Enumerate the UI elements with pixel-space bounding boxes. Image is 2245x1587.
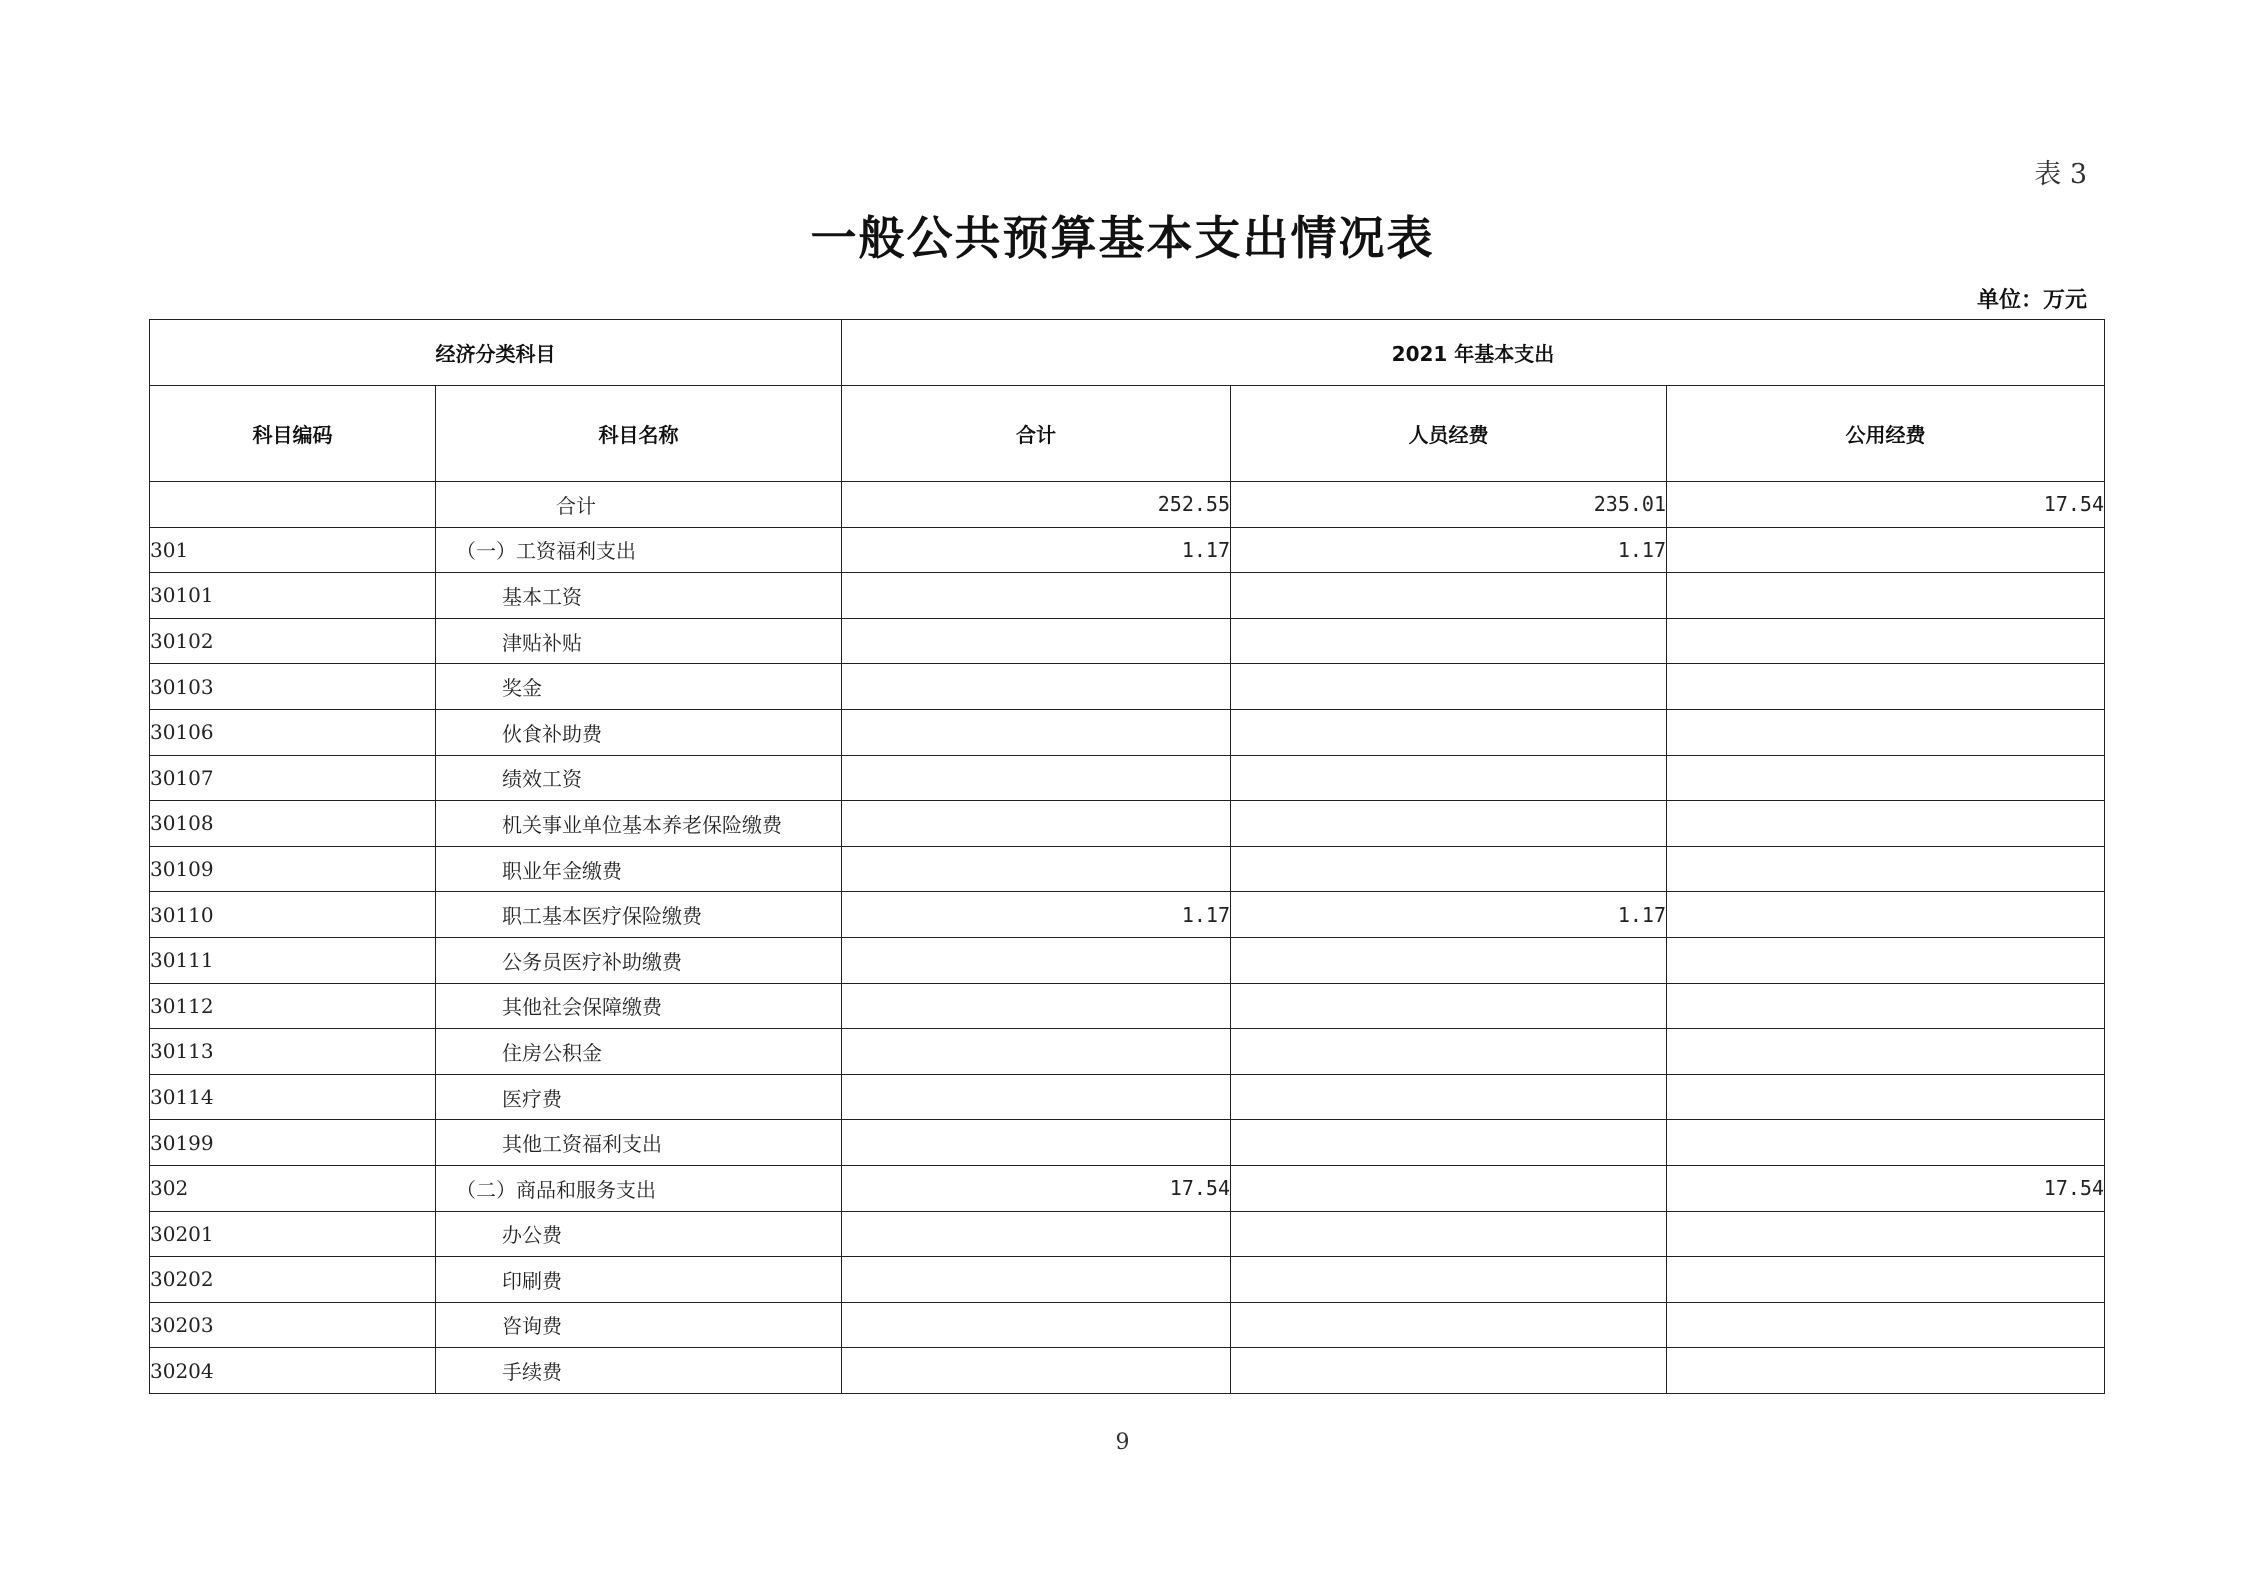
cell-name: 机关事业单位基本养老保险缴费: [436, 801, 842, 847]
cell-personnel: [1231, 846, 1667, 892]
table-body: [150, 482, 2105, 1394]
cell-personnel: 235.01: [1231, 482, 1667, 528]
cell-public: [1667, 1211, 2105, 1257]
table-row: [150, 664, 2105, 710]
cell-total: [842, 801, 1231, 847]
cell-name: 职工基本医疗保险缴费: [436, 892, 842, 938]
cell-public: [1667, 1348, 2105, 1394]
cell-public: [1667, 892, 2105, 938]
cell-personnel: [1231, 1211, 1667, 1257]
cell-public: [1667, 846, 2105, 892]
cell-personnel: [1231, 1302, 1667, 1348]
cell-personnel: 1.17: [1231, 892, 1667, 938]
cell-name: （一）工资福利支出: [436, 527, 842, 573]
cell-public: [1667, 709, 2105, 755]
header-row-group: [150, 320, 2105, 386]
cell-name: 津贴补贴: [436, 618, 842, 664]
cell-personnel: [1231, 937, 1667, 983]
cell-public: [1667, 1029, 2105, 1075]
cell-public: [1667, 527, 2105, 573]
cell-name: 咨询费: [436, 1302, 842, 1348]
cell-total: 1.17: [842, 527, 1231, 573]
cell-total: [842, 709, 1231, 755]
cell-public: 17.54: [1667, 1165, 2105, 1211]
table-row: [150, 709, 2105, 755]
cell-total: [842, 618, 1231, 664]
table-row: [150, 618, 2105, 664]
table-row: [150, 983, 2105, 1029]
cell-public: [1667, 664, 2105, 710]
cell-code: 30204: [150, 1348, 436, 1394]
cell-code: [150, 482, 436, 528]
cell-code: 30114: [150, 1074, 436, 1120]
cell-total: [842, 937, 1231, 983]
cell-code: 30103: [150, 664, 436, 710]
cell-personnel: [1231, 664, 1667, 710]
cell-code: 302: [150, 1165, 436, 1211]
header-subject-code: 科目编码: [150, 386, 436, 482]
cell-code: 30112: [150, 983, 436, 1029]
cell-code: 30201: [150, 1211, 436, 1257]
cell-public: [1667, 573, 2105, 619]
cell-code: 30106: [150, 709, 436, 755]
header-public-expense: 公用经费: [1667, 386, 2105, 482]
cell-name: 其他社会保障缴费: [436, 983, 842, 1029]
cell-public: [1667, 1074, 2105, 1120]
cell-code: 301: [150, 527, 436, 573]
cell-personnel: [1231, 1074, 1667, 1120]
cell-personnel: [1231, 618, 1667, 664]
header-basic-expenditure-2021: 2021 年基本支出: [842, 320, 2105, 386]
cell-code: 30108: [150, 801, 436, 847]
cell-personnel: [1231, 1348, 1667, 1394]
header-row-columns: [150, 386, 2105, 482]
table-row: [150, 1348, 2105, 1394]
table-row: [150, 1257, 2105, 1303]
cell-public: [1667, 1257, 2105, 1303]
table-row: [150, 1302, 2105, 1348]
unit-label: 单位：万元: [1976, 288, 2087, 313]
table-row: [150, 1074, 2105, 1120]
cell-total: 252.55: [842, 482, 1231, 528]
cell-public: [1667, 937, 2105, 983]
table-row: [150, 846, 2105, 892]
cell-name: 印刷费: [436, 1257, 842, 1303]
cell-name: 公务员医疗补助缴费: [436, 937, 842, 983]
page-title: 一般公共预算基本支出情况表: [810, 211, 1435, 265]
cell-personnel: [1231, 573, 1667, 619]
cell-code: 30109: [150, 846, 436, 892]
cell-personnel: [1231, 709, 1667, 755]
cell-name: （二）商品和服务支出: [436, 1165, 842, 1211]
cell-personnel: 1.17: [1231, 527, 1667, 573]
cell-total: [842, 1074, 1231, 1120]
cell-total: [842, 755, 1231, 801]
cell-code: 30102: [150, 618, 436, 664]
cell-name: 其他工资福利支出: [436, 1120, 842, 1166]
cell-code: 30101: [150, 573, 436, 619]
cell-public: 17.54: [1667, 482, 2105, 528]
cell-total: [842, 1211, 1231, 1257]
cell-personnel: [1231, 1257, 1667, 1303]
cell-public: [1667, 983, 2105, 1029]
table-row: [150, 892, 2105, 938]
table-row: [150, 1120, 2105, 1166]
cell-code: 30203: [150, 1302, 436, 1348]
cell-name: 住房公积金: [436, 1029, 842, 1075]
cell-name: 办公费: [436, 1211, 842, 1257]
table-number: 表 3: [2034, 159, 2087, 190]
cell-name: 医疗费: [436, 1074, 842, 1120]
cell-code: 30110: [150, 892, 436, 938]
cell-code: 30199: [150, 1120, 436, 1166]
table-row: [150, 1211, 2105, 1257]
cell-name: 手续费: [436, 1348, 842, 1394]
cell-personnel: [1231, 755, 1667, 801]
cell-public: [1667, 618, 2105, 664]
cell-total: [842, 1302, 1231, 1348]
cell-total: [842, 846, 1231, 892]
header-personnel-expense: 人员经费: [1231, 386, 1667, 482]
cell-name: 合计: [436, 482, 842, 528]
cell-public: [1667, 1120, 2105, 1166]
cell-code: 30113: [150, 1029, 436, 1075]
cell-total: [842, 1348, 1231, 1394]
cell-public: [1667, 755, 2105, 801]
page-number: 9: [1115, 1430, 1130, 1455]
cell-total: [842, 1257, 1231, 1303]
table-row: [150, 1029, 2105, 1075]
header-economic-category: 经济分类科目: [150, 320, 842, 386]
header-total: 合计: [842, 386, 1231, 482]
header-subject-name: 科目名称: [436, 386, 842, 482]
cell-total: [842, 1120, 1231, 1166]
table-row: [150, 573, 2105, 619]
cell-public: [1667, 1302, 2105, 1348]
cell-name: 伙食补助费: [436, 709, 842, 755]
table-row: [150, 527, 2105, 573]
cell-total: [842, 983, 1231, 1029]
cell-total: 17.54: [842, 1165, 1231, 1211]
cell-total: [842, 664, 1231, 710]
cell-name: 绩效工资: [436, 755, 842, 801]
cell-name: 基本工资: [436, 573, 842, 619]
cell-code: 30107: [150, 755, 436, 801]
cell-total: 1.17: [842, 892, 1231, 938]
budget-table: [149, 319, 2105, 1394]
cell-personnel: [1231, 801, 1667, 847]
cell-name: 职业年金缴费: [436, 846, 842, 892]
cell-personnel: [1231, 1165, 1667, 1211]
table-row: [150, 937, 2105, 983]
cell-personnel: [1231, 1029, 1667, 1075]
cell-total: [842, 1029, 1231, 1075]
cell-code: 30111: [150, 937, 436, 983]
table-row: [150, 801, 2105, 847]
cell-name: 奖金: [436, 664, 842, 710]
cell-personnel: [1231, 1120, 1667, 1166]
cell-total: [842, 573, 1231, 619]
cell-public: [1667, 801, 2105, 847]
table-row: [150, 755, 2105, 801]
table-row: [150, 1165, 2105, 1211]
table-row: [150, 482, 2105, 528]
cell-code: 30202: [150, 1257, 436, 1303]
cell-personnel: [1231, 983, 1667, 1029]
